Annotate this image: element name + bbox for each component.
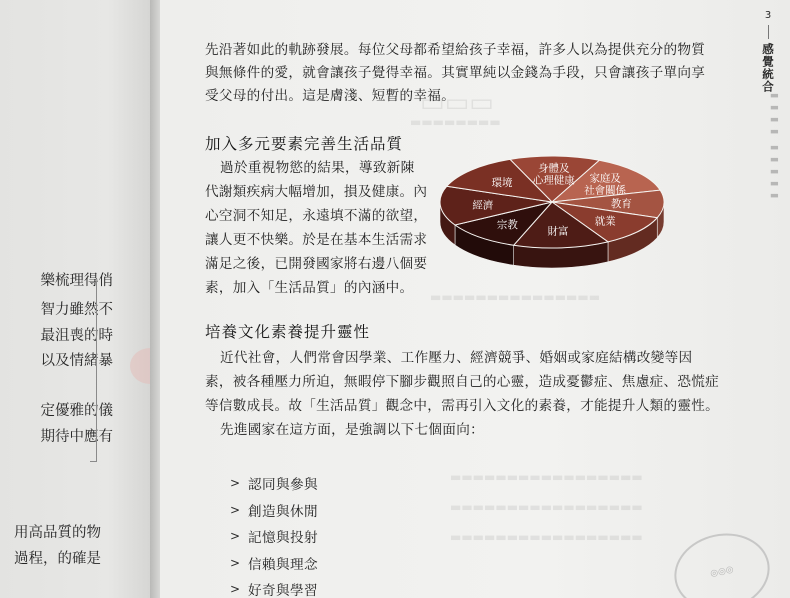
section2-line: 近代社會，人們常會因學業、工作壓力、經濟競爭、婚姻或家庭結構改變等因 [220, 350, 693, 366]
list-item-label: 認同與參與 [248, 477, 318, 494]
chevron-right-icon: > [230, 529, 241, 544]
chevron-right-icon: > [230, 555, 241, 570]
pie-slice-label: 教育 [610, 198, 632, 211]
left-page-line: 定優雅的儀 [40, 403, 113, 419]
section2-intro-line: 先進國家在這方面，是強調以下七個面向： [220, 422, 484, 438]
left-page [0, 0, 155, 598]
pie-slice-label: 身體及心理健康 [532, 162, 575, 187]
running-header [760, 10, 776, 93]
right-page [160, 0, 790, 598]
header-rule [768, 25, 769, 39]
list-item-label: 記憶與投射 [248, 530, 318, 547]
left-page-line: 最沮喪的時 [40, 328, 113, 344]
section1-line: 素，加入「生活品質」的內涵中。 [205, 280, 414, 296]
pie-slice-label: 宗教 [496, 218, 518, 231]
pie-slice-label: 就業 [594, 215, 616, 228]
list-item [230, 497, 318, 524]
section1-line: 過於重視物慾的結果，導致新陳 [220, 160, 415, 176]
pie-slice-label: 經濟 [472, 199, 494, 212]
section1-line: 滿足之後，已開發國家將右邊八個要 [205, 256, 428, 272]
list-item [230, 470, 318, 497]
intro-line: 先沿著如此的軌跡發展。每位父母都希望給孩子幸福，許多人以為提供充分的物質 [205, 42, 706, 58]
left-page-line: 用高品質的物 [14, 525, 101, 541]
bleed-through-text: ▬▬▬▬ ▬▬▬▬▬ [769, 90, 780, 203]
left-page-line: 樂梳理得俏 [40, 273, 113, 289]
chevron-right-icon: > [230, 582, 241, 597]
bleed-through-text: ▭▭▭ [420, 88, 494, 118]
bracket-decoration [90, 282, 97, 462]
list-item-label: 好奇與學習 [248, 583, 318, 598]
left-page-line: 過程，的確是 [14, 551, 101, 567]
section1-line: 代謝類疾病大幅增加，損及健康。內 [205, 184, 428, 200]
aspect-list [230, 470, 318, 598]
list-item [230, 523, 318, 550]
section2-line: 素，被各種壓力所迫，無暇停下腳步觀照自己的心靈，造成憂鬱症、焦慮症、恐慌症 [205, 374, 720, 390]
library-stamp: ◎◎◎ [667, 525, 777, 598]
bleed-through-text: ▬▬▬▬▬▬▬▬ [410, 115, 501, 129]
chapter-title: 感覺統合 [761, 43, 775, 93]
pie-slice-label: 環境 [491, 177, 513, 190]
page-number: 3 [764, 10, 772, 21]
section1-line: 讓人更不快樂。於是在基本生活需求 [205, 232, 428, 248]
chevron-right-icon: > [230, 476, 241, 491]
section2-line: 等信數成長。故「生活品質」觀念中，需再引入文化的素養，才能提升人類的靈性。 [205, 398, 720, 414]
pie-slice-label: 財富 [547, 225, 569, 238]
intro-line: 與無條件的愛，就會讓孩子覺得幸福。其實單純以金錢為手段，只會讓孩子單向享 [205, 65, 706, 81]
bleed-through-text: ▬▬▬▬▬▬▬▬▬▬▬▬▬▬▬ [430, 290, 601, 304]
left-page-line: 以及情緒暴 [40, 353, 113, 369]
list-item-label: 創造與休閒 [248, 503, 318, 520]
chevron-right-icon: > [230, 502, 241, 517]
quality-of-life-pie-diagram [432, 150, 672, 284]
left-page-line: 期待中應有 [40, 429, 113, 445]
list-item-label: 信賴與理念 [248, 556, 318, 573]
list-item [230, 576, 318, 598]
section1-line: 心空洞不知足，永遠填不滿的欲望， [205, 208, 428, 224]
left-page-line: 智力雖然不 [40, 302, 113, 318]
bleed-through-text: ▬▬▬▬▬▬▬▬▬▬▬▬▬▬▬▬▬ [450, 470, 643, 484]
pie-chart-svg [432, 150, 672, 280]
section-heading: 加入多元要素完善生活品質 [205, 135, 404, 153]
bleed-through-text: ▬▬▬▬▬▬▬▬▬▬▬▬▬▬▬▬▬ [450, 500, 643, 514]
intro-line: 受父母的付出。這是膚淺、短暫的幸福。 [205, 88, 456, 104]
pie-slice-label: 家庭及社會關係 [584, 172, 627, 197]
list-item [230, 550, 318, 577]
section-heading: 培養文化素養提升靈性 [205, 323, 371, 341]
bleed-through-text: ▬▬▬▬▬▬▬▬▬▬▬▬▬▬▬▬▬ [450, 530, 643, 544]
